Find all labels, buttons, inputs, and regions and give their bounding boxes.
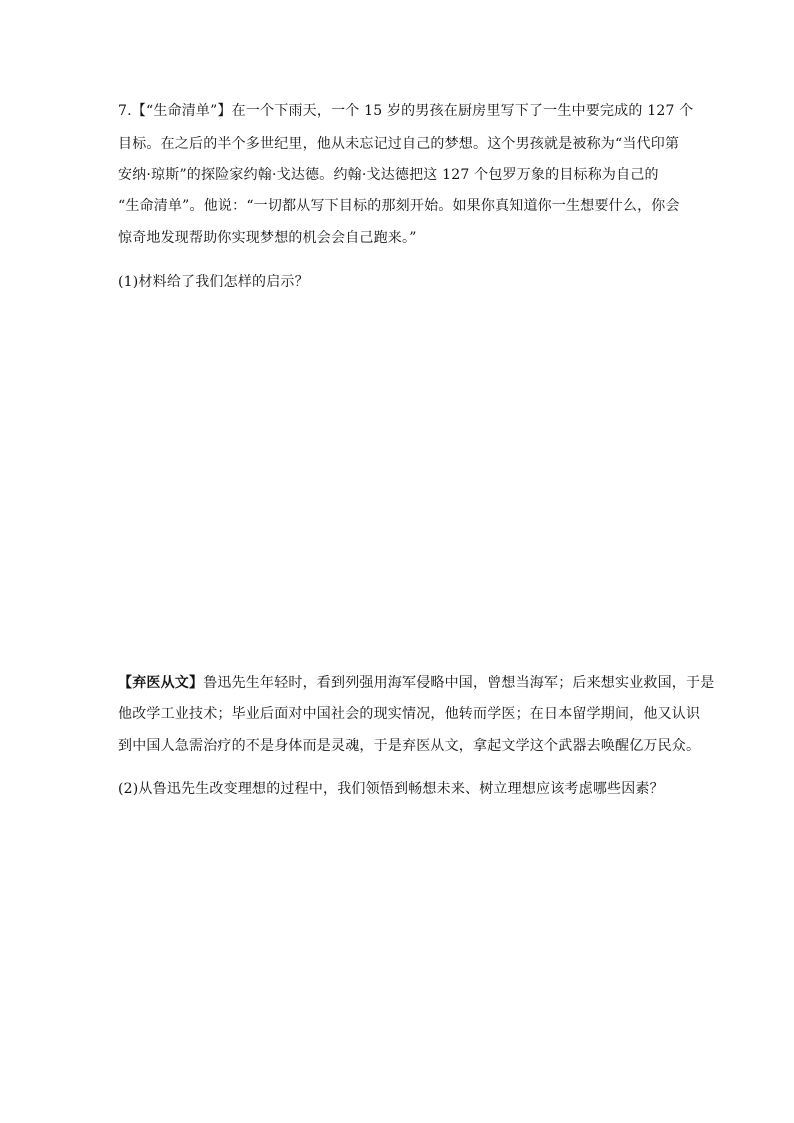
question-7-line-2: 目标。在之后的半个多世纪里，他从未忘记过自己的梦想。这个男孩就是被称为“当代印第 [118, 136, 680, 152]
sub-question-2: (2)从鲁迅先生改变理想的过程中，我们领悟到畅想未来、树立理想应该考虑哪些因素？ [118, 781, 664, 797]
question-7-line-4: “生命清单”。他说：“一切都从写下目标的那刻开始。如果你真知道你一生想要什么，你会 [118, 198, 680, 214]
material-2-tag: 【弃医从文】 [118, 675, 204, 691]
material-2-line-1 [118, 673, 714, 693]
material-2-line-1-text: 鲁迅先生年轻时，看到列强用海军侵略中国，曾想当海军；后来想实业救国，于是 [203, 675, 715, 691]
sub-question-1: (1)材料给了我们怎样的启示？ [118, 274, 309, 290]
question-7-line-1: 7.【“生命清单”】在一个下雨天，一个 15 岁的男孩在厨房里写下了一生中要完成的 127 个 [118, 103, 694, 119]
material-2-line-3: 到中国人急需治疗的不是身体而是灵魂，于是弃医从文，拿起文学这个武器去唤醒亿万民众。 [118, 738, 701, 754]
material-2-line-2: 他改学工业技术；毕业后面对中国社会的现实情况，他转而学医；在日本留学期间，他又认识 [118, 706, 701, 722]
question-7-line-3: 安纳·琼斯”的探险家约翰·戈达德。约翰·戈达德把这 127 个包罗万象的目标称为自己的 [118, 167, 659, 183]
question-7-line-5: 惊奇地发现帮助你实现梦想的机会会自己跑来。” [118, 230, 417, 246]
